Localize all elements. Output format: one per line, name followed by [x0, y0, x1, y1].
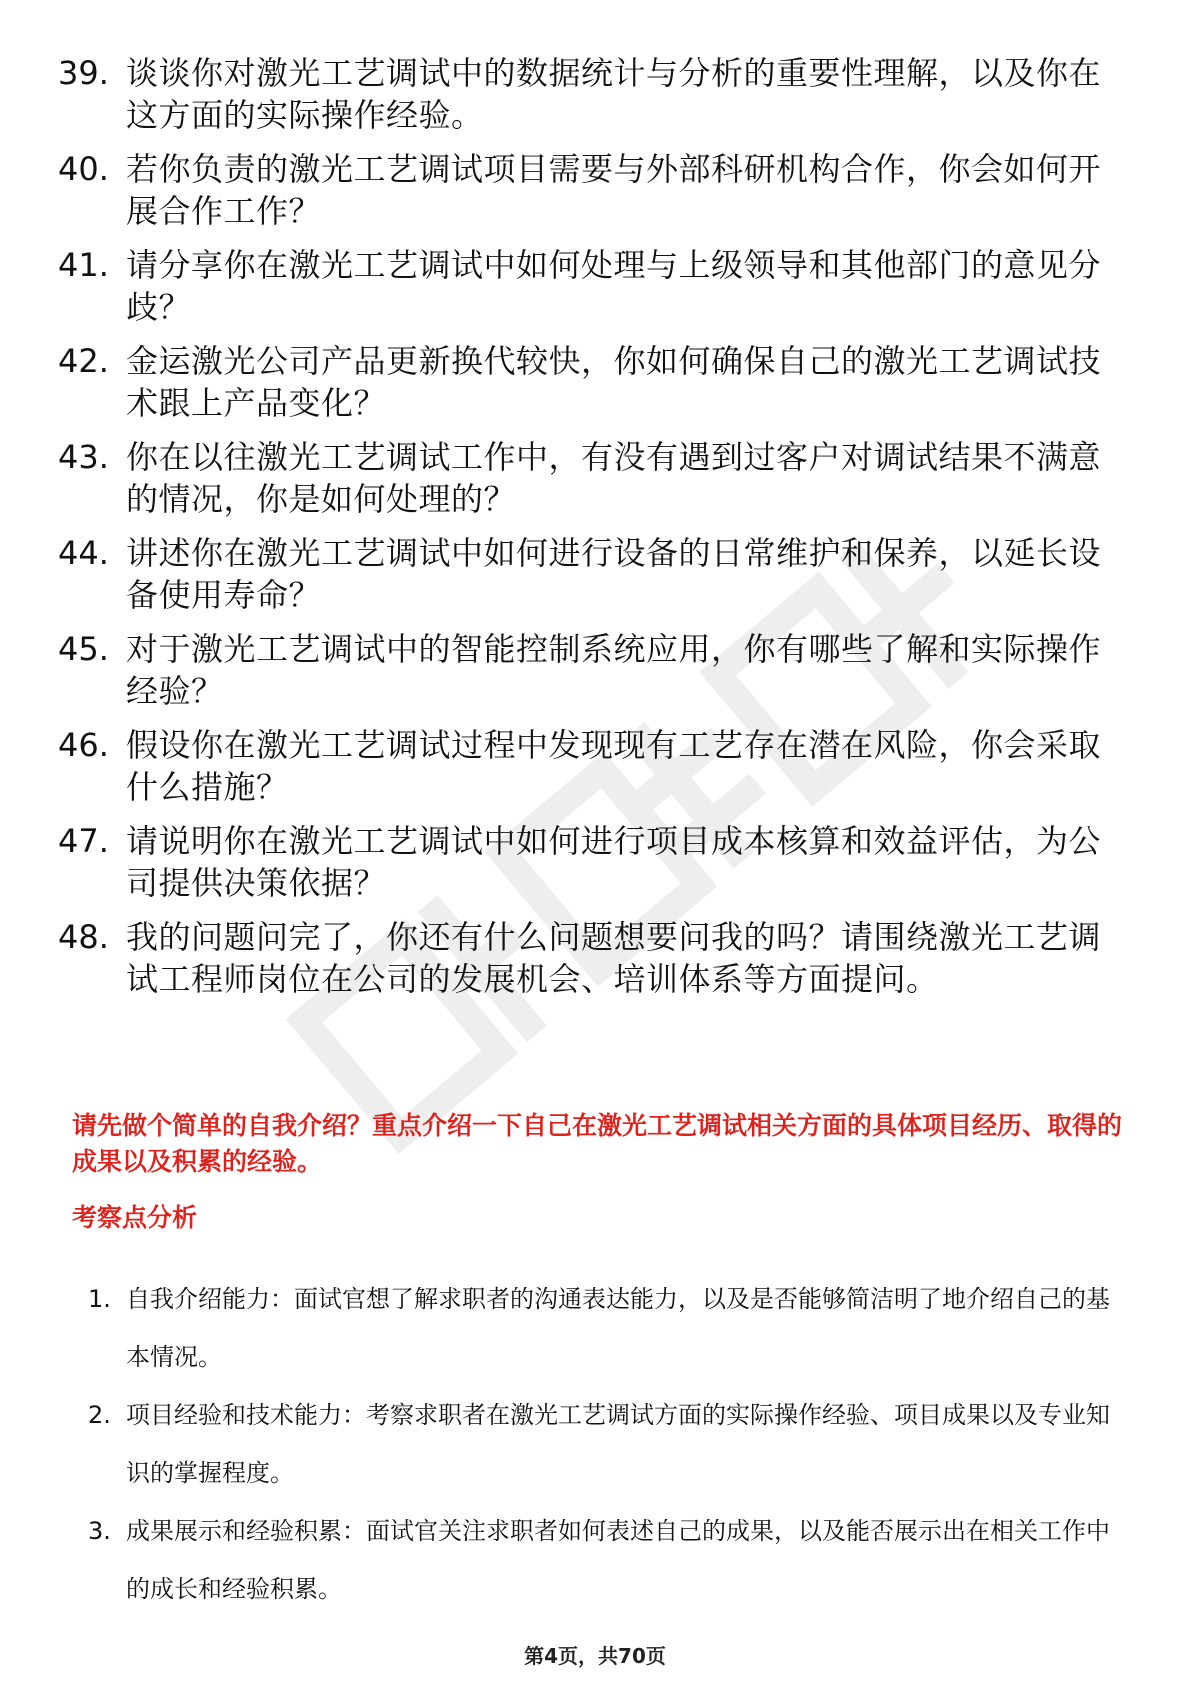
question-text: 对于激光工艺调试中的智能控制系统应用，你有哪些了解和实际操作经验？ — [126, 630, 1102, 710]
question-text: 谈谈你对激光工艺调试中的数据统计与分析的重要性理解，以及你在这方面的实际操作经验。 — [126, 54, 1102, 134]
analysis-point-number: 2. — [88, 1401, 111, 1429]
question-item — [58, 148, 1118, 232]
question-number: 43. — [58, 438, 109, 476]
question-number: 44. — [58, 534, 109, 572]
question-text: 假设你在激光工艺调试过程中发现现有工艺存在潜在风险，你会采取什么措施？ — [126, 726, 1102, 806]
question-text: 金运激光公司产品更新换代较快，你如何确保自己的激光工艺调试技术跟上产品变化？ — [126, 342, 1102, 422]
highlight-question: 请先做个简单的自我介绍？重点介绍一下自己在激光工艺调试相关方面的具体项目经历、取得的成果以及积累的经验。 — [72, 1111, 1123, 1176]
analysis-point — [88, 1386, 1118, 1502]
question-item — [58, 724, 1118, 808]
analysis-point-number: 3. — [88, 1517, 111, 1545]
question-item — [58, 628, 1118, 712]
question-item — [58, 340, 1118, 424]
question-number: 47. — [58, 822, 109, 860]
question-number: 41. — [58, 246, 109, 284]
question-number: 48. — [58, 918, 109, 956]
analysis-point-number: 1. — [88, 1285, 111, 1313]
question-number: 42. — [58, 342, 109, 380]
analysis-title: 考察点分析 — [72, 1203, 198, 1232]
question-item — [58, 436, 1118, 520]
question-text: 你在以往激光工艺调试工作中，有没有遇到过客户对调试结果不满意的情况，你是如何处理的？ — [126, 438, 1102, 518]
question-text: 我的问题问完了，你还有什么问题想要问我的吗？请围绕激光工艺调试工程师岗位在公司的发展机会、培训体系等方面提问。 — [126, 918, 1102, 998]
analysis-point — [88, 1270, 1118, 1386]
question-number: 46. — [58, 726, 109, 764]
question-text: 请说明你在激光工艺调试中如何进行项目成本核算和效益评估，为公司提供决策依据？ — [126, 822, 1102, 902]
question-text: 讲述你在激光工艺调试中如何进行设备的日常维护和保养，以延长设备使用寿命？ — [126, 534, 1102, 614]
question-item — [58, 532, 1118, 616]
question-item — [58, 244, 1118, 328]
question-text: 请分享你在激光工艺调试中如何处理与上级领导和其他部门的意见分歧？ — [126, 246, 1102, 326]
analysis-point-text: 自我介绍能力：面试官想了解求职者的沟通表达能力，以及是否能够简洁明了地介绍自己的基本情况。 — [126, 1285, 1110, 1371]
question-number: 39. — [58, 54, 109, 92]
question-number: 40. — [58, 150, 109, 188]
question-number: 45. — [58, 630, 109, 668]
question-text: 若你负责的激光工艺调试项目需要与外部科研机构合作，你会如何开展合作工作？ — [126, 150, 1102, 230]
analysis-point-text: 项目经验和技术能力：考察求职者在激光工艺调试方面的实际操作经验、项目成果以及专业知识的掌握程度。 — [126, 1401, 1110, 1487]
question-item — [58, 916, 1118, 1000]
page-footer: 第4页，共70页 — [524, 1644, 666, 1668]
analysis-point — [88, 1502, 1118, 1618]
question-item — [58, 52, 1118, 136]
analysis-point-text: 成果展示和经验积累：面试官关注求职者如何表述自己的成果，以及能否展示出在相关工作中的成长和经验积累。 — [126, 1517, 1110, 1603]
question-item — [58, 820, 1118, 904]
